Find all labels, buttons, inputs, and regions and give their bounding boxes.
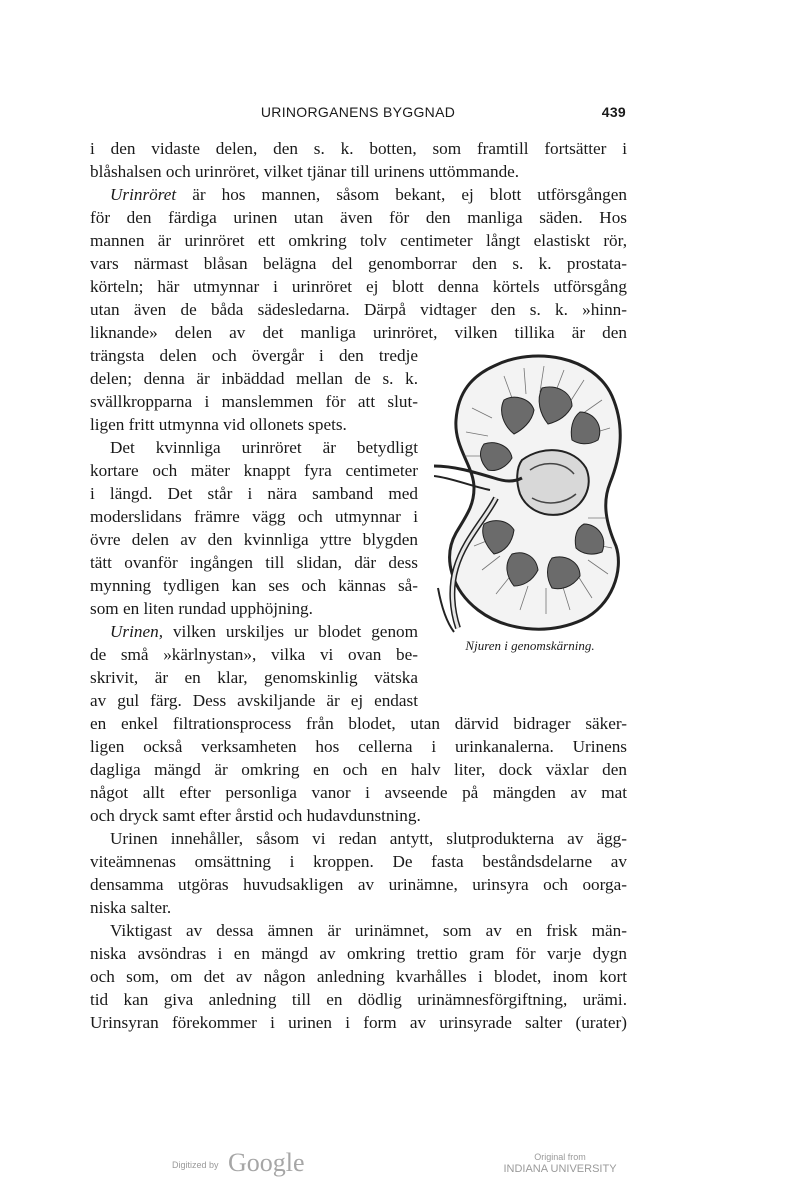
- text-line: delen; denna är inbäddad mellan de s. k.: [90, 369, 418, 388]
- text-line: övre delen av den kvinnliga yttre blygden: [90, 530, 418, 549]
- text-line: blåshalsen och urinröret, vilket tjänar till urinens uttömmande.: [90, 162, 520, 181]
- text-line: kortare och mäter knappt fyra centimeter: [90, 461, 418, 480]
- digitized-by-watermark: [172, 1148, 332, 1178]
- text-line: mannen är urinröret ett omkring tolv centimeter långt elastiskt rör,: [90, 231, 627, 250]
- text-line: viteämnenas omsättning i kroppen. De fasta beståndsdelarne av: [90, 852, 627, 871]
- text-line: ligen fritt utmynna vid ollonets spets.: [90, 415, 347, 434]
- text-line: moderslidans främre vägg och utmynnar i: [90, 507, 418, 526]
- text-line: och dryck samt efter årstid och hudavdunstning.: [90, 806, 421, 825]
- text-line: mynning tydligen kan ses och kännas så-: [90, 576, 418, 595]
- institution-label: INDIANA UNIVERSITY: [503, 1163, 617, 1175]
- text-line: av gul färg. Dess avskiljande är ej endast: [90, 691, 418, 710]
- text-line: niska avsöndras i en mängd av omkring trettio gram för varje dygn: [90, 944, 627, 963]
- kidney-illustration: [434, 348, 624, 633]
- text-line: tid kan giva anledning till en dödlig urinämnesförgiftning, urämi.: [90, 990, 627, 1009]
- figure-caption: Njuren i genomskärning.: [465, 638, 595, 653]
- emphasis: Urinen,: [110, 622, 163, 641]
- text-line: Urinen, vilken urskiljes ur blodet genom: [110, 622, 418, 641]
- emphasis: Urinröret: [110, 185, 177, 204]
- text-line: som en liten rundad upphöjning.: [90, 599, 313, 618]
- text-line: dagliga mängd är omkring en och en halv liter, dock växlar den: [90, 760, 627, 779]
- page-number: 439: [601, 104, 626, 120]
- text-line: Det kvinnliga urinröret är betydligt: [110, 438, 418, 457]
- text-line: för den färdiga urinen utan även för den manliga säden. Hos: [90, 208, 627, 227]
- text-line: skrivit, är en klar, genomskinlig vätska: [90, 668, 418, 687]
- text-line: ligen också verksamheten hos cellerna i urinkanalerna. Urinens: [90, 737, 627, 756]
- running-header: [90, 104, 626, 124]
- source-watermark: [500, 1152, 620, 1176]
- text-line: vars närmast blåsan belägna del genomborrar den s. k. prostata-: [90, 254, 627, 273]
- original-from-label: Original from: [534, 1152, 586, 1162]
- text-line: en enkel filtrationsprocess från blodet, utan därvid bidrager säker-: [90, 714, 627, 733]
- text-line: och som, om det av någon anledning kvarhålles i blodet, inom kort: [90, 967, 627, 986]
- google-logo: Google: [228, 1148, 305, 1177]
- text-line: i den vidaste delen, den s. k. botten, som framtill fortsätter i: [90, 139, 627, 158]
- text-line: tätt ovanför ingången till slidan, där dess: [90, 553, 418, 572]
- text-line: de små »kärlnystan», vilka vi ovan be-: [90, 645, 418, 664]
- text-line: något allt efter personliga vanor i avseende på mängden av mat: [90, 783, 627, 802]
- digitized-by-label: Digitized by: [172, 1160, 219, 1170]
- text-line: i längd. Det står i nära samband med: [90, 484, 418, 503]
- text-line: svällkropparna i manslemmen för att slut-: [90, 392, 418, 411]
- text-line: utan även de båda sädesledarna. Därpå vidtager den s. k. »hinn-: [90, 300, 627, 319]
- text-line: trängsta delen och övergår i den tredje: [90, 346, 418, 365]
- text-line: liknande» delen av det manliga urinröret, vilken tillika är den: [90, 323, 627, 342]
- text-line: Urinröret är hos mannen, såsom bekant, ej blott utförsgången: [110, 185, 627, 204]
- running-title: URINORGANENS BYGGNAD: [260, 104, 456, 120]
- text-line: körteln; här utmynnar i urinröret ej blott denna körtels utförsgång: [90, 277, 627, 296]
- text-line: Urinsyran förekommer i urinen i form av urinsyrade salter (urater): [90, 1013, 627, 1032]
- renal-pelvis: [517, 450, 589, 515]
- text-line: niska salter.: [90, 898, 172, 917]
- text-line: Urinen innehåller, såsom vi redan antytt, slutprodukterna av ägg-: [110, 829, 627, 848]
- text-line: densamma utgöras huvudsakligen av urinämne, urinsyra och oorga-: [90, 875, 627, 894]
- text-line: Viktigast av dessa ämnen är urinämnet, som av en frisk män-: [110, 921, 627, 940]
